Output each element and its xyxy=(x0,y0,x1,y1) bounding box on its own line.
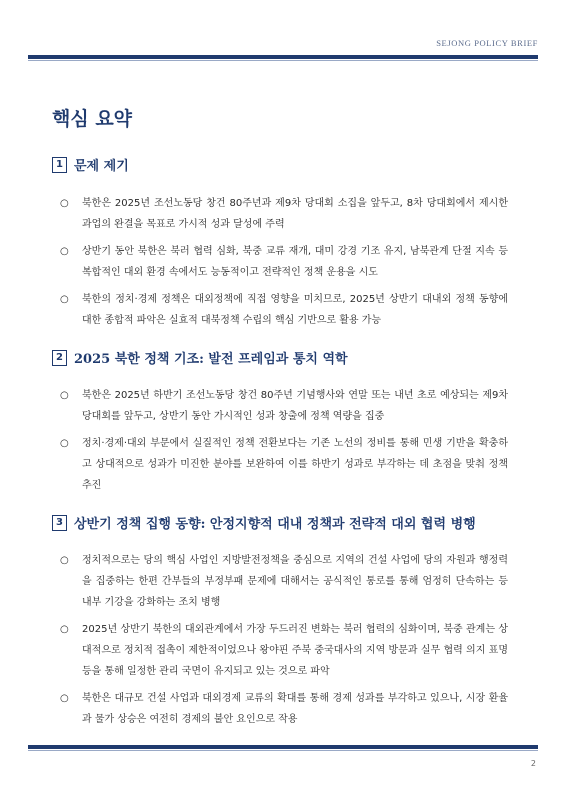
bullet-circle-icon: ○ xyxy=(60,693,69,704)
bullet-text: 북한의 정치·경제 정책은 대외정책에 직접 영향을 미치므로, 2025년 상반기 대내외 정책 동향에 대한 종합적 파악은 실효적 대북정책 수립의 핵심 기반으로 활용 가능 xyxy=(82,294,508,326)
section-title: 상반기 정책 집행 동향: 안정지향적 대내 정책과 전략적 대외 협력 병행 xyxy=(74,517,476,532)
bullet-circle-icon: ○ xyxy=(60,198,69,209)
list-item xyxy=(60,688,508,730)
section-title: 문제 제기 xyxy=(74,159,129,174)
bullet-circle-icon: ○ xyxy=(60,555,69,566)
footer-rule-thin xyxy=(28,750,538,751)
list-item xyxy=(60,619,508,682)
section-heading-2 xyxy=(52,348,348,367)
bullet-text: 2025년 상반기 북한의 대외관계에서 가장 두드러진 변화는 북러 협력의 심화이며, 북중 관계는 상대적으로 정치적 접촉이 제한적이었으나 왕야핀 주북 중국대사의 지역 방문과 실무 협력 의지 표명 등을 통해 일정한 관리 국면이 유지되고 있는 것으로 파악 xyxy=(82,624,508,677)
header-rule xyxy=(28,55,538,59)
bullet-text: 정치·경제·대외 부문에서 실질적인 정책 전환보다는 기존 노선의 정비를 통해 민생 기반을 확충하고 상대적으로 성과가 미진한 분야를 보완하여 이를 하반기 성과로 부각하는 데 초점을 맞춰 정책 추진 xyxy=(82,438,508,491)
section-heading-1 xyxy=(52,155,129,174)
list-item xyxy=(60,193,508,235)
list-item xyxy=(60,550,508,613)
bullet-text: 정치적으로는 당의 핵심 사업인 지방발전정책을 중심으로 지역의 건설 사업에 당의 자원과 행정력을 집중하는 한편 간부들의 부정부패 문제에 대해서는 공식적인 통로를 통해 엄정히 단속하는 등 내부 기강을 강화하는 조치 병행 xyxy=(82,555,508,608)
page-title: 핵심 요약 xyxy=(52,108,133,130)
bullet-circle-icon: ○ xyxy=(60,390,69,401)
bullet-circle-icon: ○ xyxy=(60,246,69,257)
section-number-box: 1 xyxy=(52,157,67,173)
header-rule-thin xyxy=(28,60,538,61)
page-number: 2 xyxy=(530,759,536,768)
brand-label: SEJONG POLICY BRIEF xyxy=(436,38,538,48)
footer-rule xyxy=(28,745,538,749)
list-item xyxy=(60,289,508,331)
section-number-box: 2 xyxy=(52,350,67,366)
bullet-text: 북한은 대규모 건설 사업과 대외경제 교류의 확대를 통해 경제 성과를 부각하고 있으나, 시장 환율과 물가 상승은 여전히 경제의 불안 요인으로 작용 xyxy=(82,693,508,725)
list-item xyxy=(60,433,508,496)
list-item xyxy=(60,385,508,427)
list-item xyxy=(60,241,508,283)
bullet-text: 북한은 2025년 하반기 조선노동당 창건 80주년 기념행사와 연말 또는 내년 초로 예상되는 제9차 당대회를 앞두고, 상반기 동안 가시적인 성과 창출에 정책 역량을 집중 xyxy=(82,390,508,422)
bullet-circle-icon: ○ xyxy=(60,438,69,449)
section-number-box: 3 xyxy=(52,515,67,531)
section-heading-3 xyxy=(52,513,476,532)
bullet-text: 상반기 동안 북한은 북러 협력 심화, 북중 교류 재개, 대미 강경 기조 유지, 남북관계 단절 지속 등 복합적인 대외 환경 속에서도 능동적이고 전략적인 정책 운용을 시도 xyxy=(82,246,508,278)
bullet-circle-icon: ○ xyxy=(60,294,69,305)
section-title: 2025 북한 정책 기조: 발전 프레임과 통치 역학 xyxy=(74,352,348,367)
bullet-circle-icon: ○ xyxy=(60,624,69,635)
bullet-text: 북한은 2025년 조선노동당 창건 80주년과 제9차 당대회 소집을 앞두고, 8차 당대회에서 제시한 과업의 완결을 목표로 가시적 성과 달성에 주력 xyxy=(82,198,508,230)
